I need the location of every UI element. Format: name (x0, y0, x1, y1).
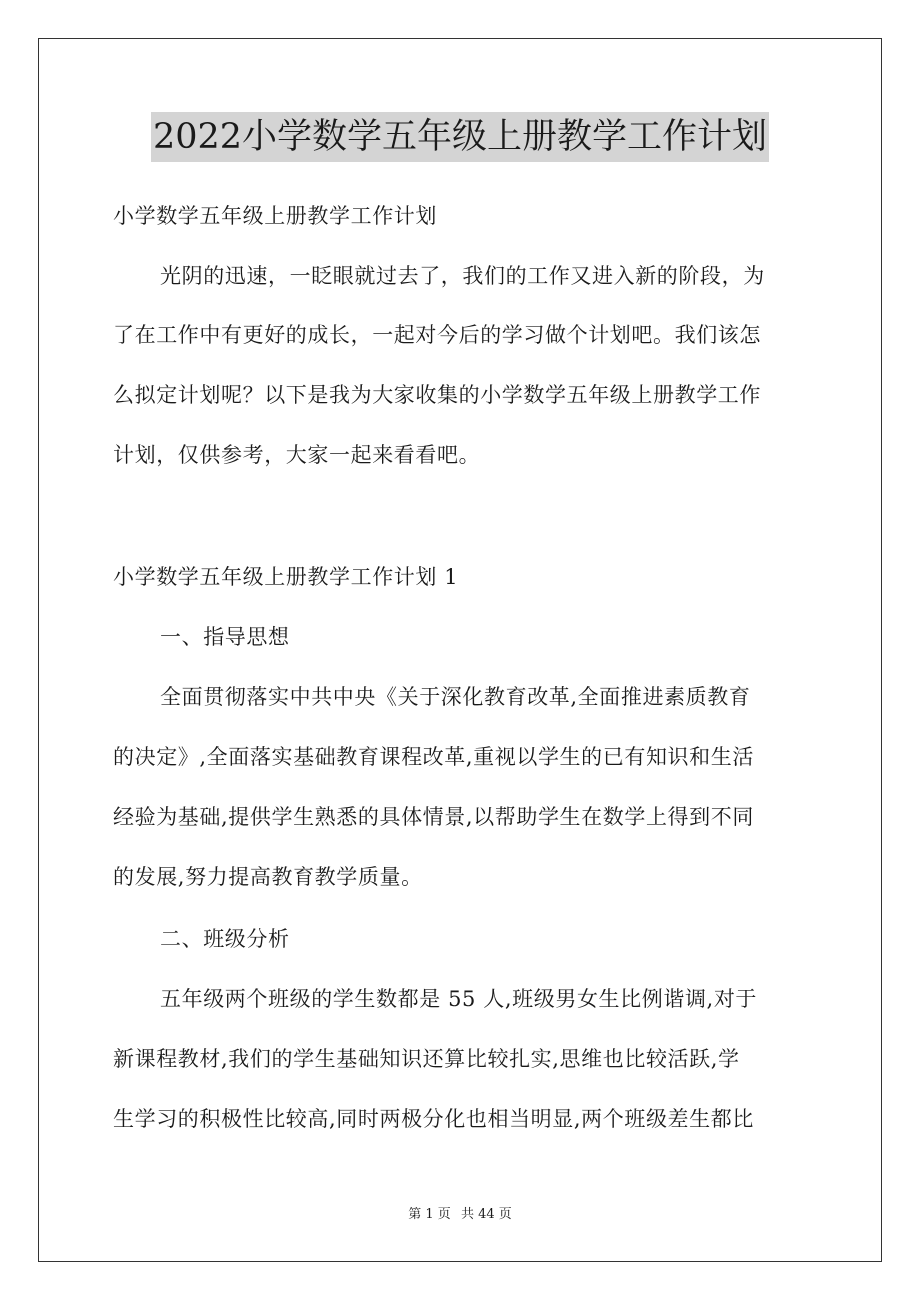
subtitle-line: 小学数学五年级上册教学工作计划 (113, 204, 437, 228)
intro-line-1: 光阴的迅速，一眨眼就过去了，我们的工作又进入新的阶段，为 (160, 264, 765, 288)
title-text: 2022小学数学五年级上册教学工作计划 (151, 112, 769, 162)
page-total: 共 44 页 (460, 1207, 512, 1222)
document-title (0, 112, 920, 162)
paragraph-1-line-2: 的决定》,全面落实基础教育课程改革,重视以学生的已有知识和生活 (113, 745, 754, 769)
paragraph-2-line-3: 生学习的积极性比较高,同时两极分化也相当明显,两个班级差生都比 (113, 1107, 754, 1131)
page-footer (0, 1205, 920, 1225)
subheading-guiding-thought: 一、指导思想 (160, 625, 290, 649)
paragraph-1-line-3: 经验为基础,提供学生熟悉的具体情景,以帮助学生在数学上得到不同 (113, 805, 754, 829)
subheading-class-analysis: 二、班级分析 (160, 927, 290, 951)
page-number: 第 1 页 (408, 1207, 451, 1222)
intro-line-2: 了在工作中有更好的成长，一起对今后的学习做个计划吧。我们该怎 (113, 323, 761, 347)
paragraph-1-line-1: 全面贯彻落实中共中央《关于深化教育改革,全面推进素质教育 (160, 685, 751, 709)
intro-line-4: 计划，仅供参考，大家一起来看看吧。 (113, 443, 481, 467)
intro-line-3: 么拟定计划呢？以下是我为大家收集的小学数学五年级上册教学工作 (113, 383, 761, 407)
paragraph-2-line-2: 新课程教材,我们的学生基础知识还算比较扎实,思维也比较活跃,学 (113, 1047, 740, 1071)
paragraph-2-line-1: 五年级两个班级的学生数都是 55 人,班级男女生比例谐调,对于 (160, 987, 758, 1011)
paragraph-1-line-4: 的发展,努力提高教育教学质量。 (113, 865, 423, 889)
section-heading-1: 小学数学五年级上册教学工作计划 1 (113, 565, 459, 589)
